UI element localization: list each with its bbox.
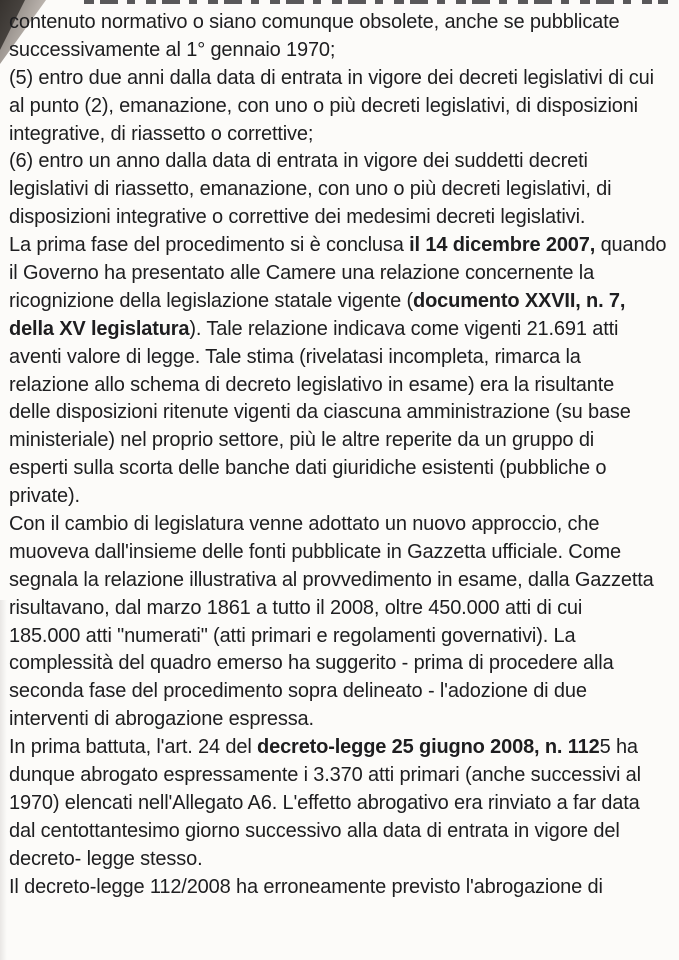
text-run: legislativi di riassetto, emanazione, con uno o più decreti legislativi, di — [9, 178, 612, 201]
text-line — [9, 818, 677, 846]
text-run: 185.000 atti "numerati" (atti primari e regolamenti governativi). La — [9, 624, 576, 647]
text-line — [9, 9, 677, 37]
text-run: In prima battuta, l'art. 24 del — [9, 736, 258, 759]
text-line — [9, 846, 677, 874]
text-run: ministeriale) nel proprio settore, più le altre reperite da un gruppo di — [9, 429, 595, 452]
text-line — [9, 595, 677, 623]
cropped-text-artifact — [84, 0, 668, 4]
text-line — [9, 734, 677, 762]
text-line — [9, 148, 677, 176]
text-line — [9, 260, 677, 288]
text-run: contenuto normativo o siano comunque obsolete, anche se pubblicate — [9, 11, 620, 33]
text-run: relazione allo schema di decreto legislativo in esame) era la risultante — [9, 373, 615, 396]
text-line — [9, 344, 677, 372]
bold-text-run: della XV legislatura — [9, 317, 190, 340]
text-run: Il decreto-legge 112/2008 ha erroneamente previsto l'abrogazione di — [9, 875, 603, 898]
text-run: risultavano, dal marzo 1861 a tutto il 2008, oltre 450.000 atti di cui — [9, 596, 583, 619]
text-line — [9, 427, 677, 455]
bold-text-run: il 14 dicembre 2007, — [409, 234, 596, 257]
text-line — [9, 650, 677, 678]
text-line — [9, 511, 677, 539]
text-line — [9, 372, 677, 400]
text-run: segnala la relazione illustrativa al provvedimento in esame, dalla Gazzetta — [9, 568, 654, 591]
text-run: aventi valore di legge. Tale stima (rivelatasi incompleta, rimarca la — [9, 345, 581, 368]
text-run: quando — [595, 234, 667, 257]
text-run: private). — [9, 485, 80, 508]
text-run: dunque abrogato espressamente i 3.370 atti primari (anche successivi al — [9, 764, 641, 787]
text-run: interventi di abrogazione espressa. — [9, 708, 314, 731]
text-run: muoveva dall'insieme delle fonti pubblicate in Gazzetta ufficiale. Come — [9, 540, 622, 563]
text-run: dal centottantesimo giorno successivo alla data di entrata in vigore del — [9, 819, 620, 842]
text-run: ricognizione della legislazione statale vigente ( — [9, 289, 414, 312]
text-line — [9, 399, 677, 427]
text-run: seconda fase del procedimento sopra delineato - l'adozione di due — [9, 680, 587, 703]
text-run: delle disposizioni ritenute vigenti da ciascuna amministrazione (su base — [9, 401, 631, 424]
text-run: decreto- legge stesso. — [9, 847, 203, 870]
bold-text-run: decreto-legge 25 giugno 2008, n. 112 — [257, 736, 600, 759]
text-line — [9, 232, 677, 260]
text-line — [9, 93, 677, 121]
text-line — [9, 65, 677, 93]
text-run: La prima fase del procedimento si è conclusa — [9, 234, 410, 257]
text-run: ). Tale relazione indicava come vigenti 21.691 atti — [189, 317, 619, 340]
text-line — [9, 762, 677, 790]
text-run: (6) entro un anno dalla data di entrata in vigore dei suddetti decreti — [9, 150, 588, 173]
text-line — [9, 121, 677, 149]
text-line — [9, 874, 677, 902]
text-line — [9, 288, 677, 316]
text-run: 5 ha — [599, 736, 638, 759]
text-lines — [9, 9, 677, 902]
text-run: complessità del quadro emerso ha suggerito - prima di procedere alla — [9, 652, 614, 675]
text-line — [9, 567, 677, 595]
text-line — [9, 483, 677, 511]
text-line — [9, 316, 677, 344]
text-line — [9, 176, 677, 204]
text-run: disposizioni integrative o correttive dei medesimi decreti legislativi. — [9, 206, 586, 229]
text-run: integrative, di riassetto o correttive; — [9, 122, 314, 145]
text-line — [9, 706, 677, 734]
text-run: esperti sulla scorta delle banche dati giuridiche esistenti (pubbliche o — [9, 457, 607, 480]
text-line — [9, 623, 677, 651]
text-line — [9, 539, 677, 567]
text-line — [9, 678, 677, 706]
text-run: al punto (2), emanazione, con uno o più decreti legislativi, di disposizioni — [9, 94, 638, 117]
text-line — [9, 37, 677, 65]
text-run: (5) entro due anni dalla data di entrata in vigore dei decreti legislativi di cui — [9, 66, 654, 89]
bold-text-run: documento XXVII, n. 7, — [413, 289, 626, 312]
text-line — [9, 204, 677, 232]
text-run: 1970) elencati nell'Allegato A6. L'effetto abrogativo era rinviato a far data — [9, 791, 640, 814]
text-run: successivamente al 1° gennaio 1970; — [9, 38, 336, 61]
text-run: il Governo ha presentato alle Camere una relazione concernente la — [9, 262, 595, 285]
text-line — [9, 790, 677, 818]
text-line — [9, 455, 677, 483]
left-edge-shadow — [0, 600, 7, 960]
text-run: Con il cambio di legislatura venne adottato un nuovo approccio, che — [9, 513, 600, 536]
